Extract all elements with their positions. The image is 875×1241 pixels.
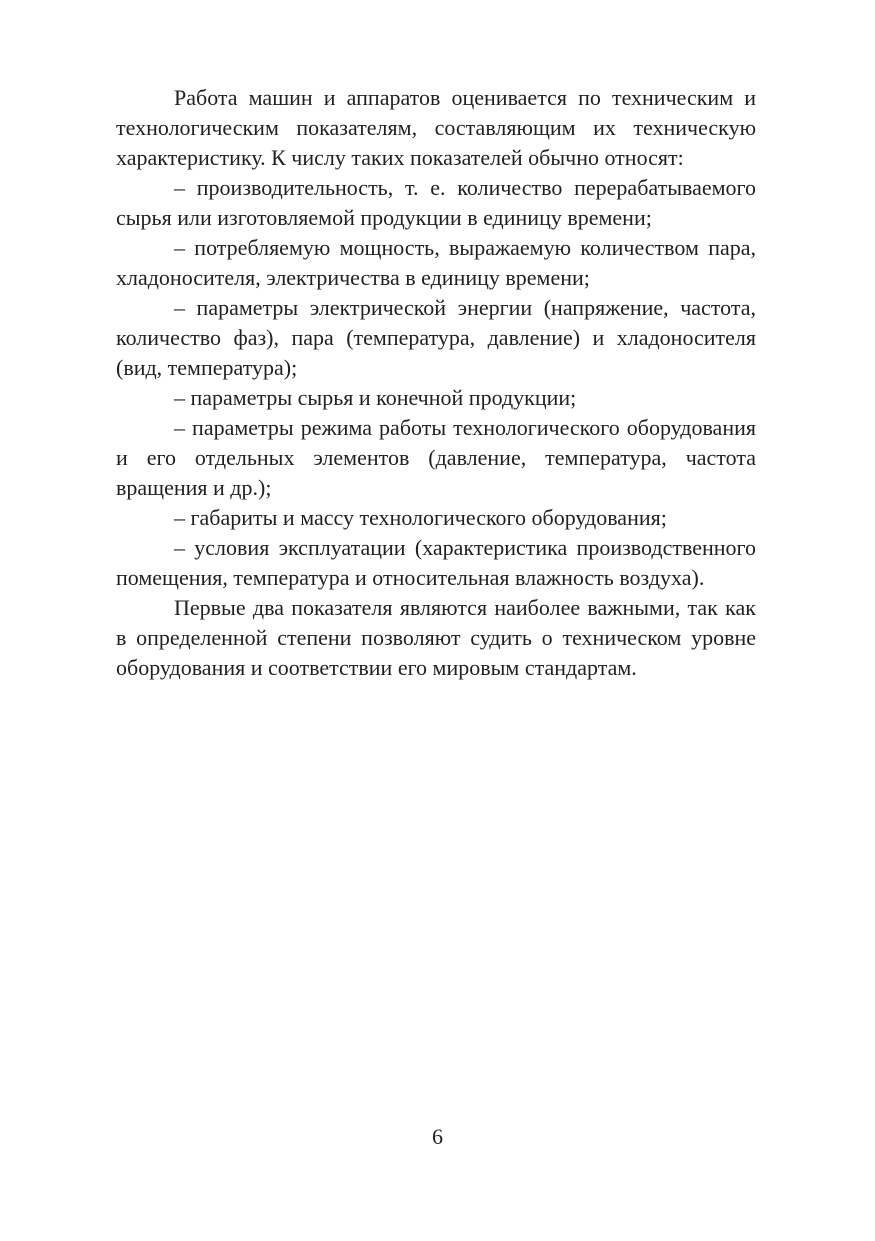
page-number: 6 [432,1124,443,1149]
paragraph-conclusion: Первые два показателя являются наиболее важными, так как в определенной степени позволяют судить о техническом уровне оборудования и соответствии его мировым стандартам. [116,595,756,680]
body-text [116,83,756,683]
list-item-dimensions: – габариты и массу технологического оборудования; [174,505,667,530]
list-item-energy-parameters: – параметры электрической энергии (напряжение, частота, количество фаз), пара (температура, давление) и хладоносителя (вид, температура); [116,295,756,380]
paragraph-intro: Работа машин и аппаратов оценивается по техническим и технологическим показателям, составляющим их техническую характеристику. К числу таких показателей обычно относят: [116,85,756,170]
list-item-raw-material: – параметры сырья и конечной продукции; [174,385,577,410]
list-item-operating-conditions: – условия эксплуатации (характеристика производственного помещения, температура и относительная влажность воздуха). [116,535,756,590]
list-item-power: – потребляемую мощность, выражаемую количеством пара, хладоносителя, электричества в единицу времени; [116,235,756,290]
list-item-operating-mode: – параметры режима работы технологического оборудования и его отдельных элементов (давление, температура, частота вращения и др.); [116,415,756,500]
list-item-productivity: – производительность, т. е. количество перерабатываемого сырья или изготовляемой продукции в единицу времени; [116,175,756,230]
